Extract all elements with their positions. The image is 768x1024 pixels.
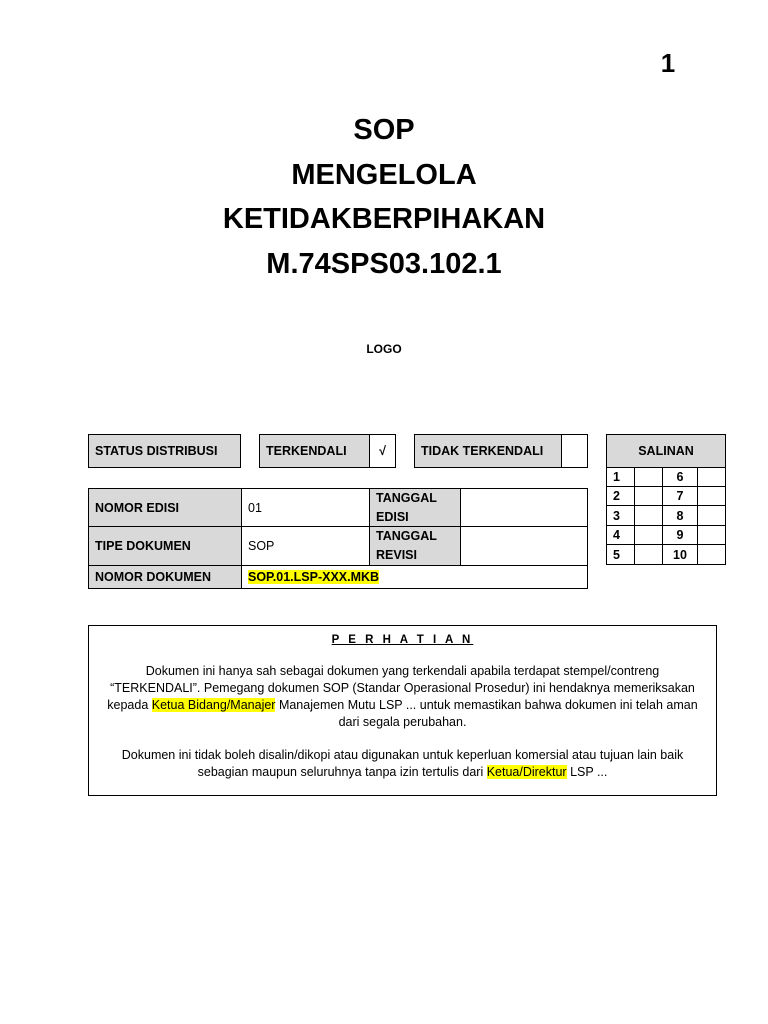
copies-header-text: SALINAN — [638, 444, 694, 458]
copy-number-text: 3 — [613, 508, 620, 523]
revision-date-label — [369, 526, 461, 566]
doc-type-value — [241, 526, 370, 566]
edition-date-label-line2: EDISI — [376, 509, 409, 524]
doc-number-value — [241, 565, 588, 589]
title-line-4: M.74SPS03.102.1 — [266, 247, 502, 280]
copy-number — [606, 525, 635, 545]
revision-date-label-line2: REVISI — [376, 548, 417, 562]
title-line-3: KETIDAKBERPIHAKAN — [222, 203, 546, 235]
edition-date-label-line1: TANGGAL — [376, 490, 437, 505]
edition-date-label — [369, 488, 461, 527]
copy-number-text: 8 — [676, 508, 684, 523]
copy-mark-box[interactable] — [634, 544, 663, 565]
copy-mark-box[interactable] — [634, 525, 663, 545]
doc-number-label — [88, 565, 242, 589]
copy-number-text: 2 — [613, 489, 620, 503]
notice-p1-highlight: Ketua Bidang/Manajer — [151, 698, 276, 712]
edition-number-value-text: 01 — [248, 500, 262, 515]
copy-mark-box[interactable] — [634, 467, 663, 487]
copy-number — [606, 505, 635, 526]
notice-p1-text-b: Manajemen Mutu LSP ... untuk memastikan bahwa dokumen ini telah aman dari segala perubahan. — [275, 698, 698, 729]
controlled-text: TERKENDALI — [266, 444, 347, 458]
notice-title: P E R H A T I A N — [331, 634, 474, 646]
page-number: 1 — [660, 48, 676, 78]
doc-type-label — [88, 526, 242, 566]
copy-number — [662, 544, 698, 565]
copy-number — [662, 486, 698, 506]
copy-mark-box[interactable] — [697, 525, 726, 545]
notice-p2-text-a: Dokumen ini tidak boleh disalin/dikopi atau digunakan untuk keperluan komersial atau tujuan lain baik sebagian maupun seluruhnya tanpa izin tertulis dari — [121, 748, 684, 779]
revision-date-value — [460, 526, 588, 566]
copy-number-text: 7 — [676, 489, 684, 503]
notice-box — [88, 625, 717, 796]
copy-mark-box[interactable] — [697, 486, 726, 506]
logo-placeholder: LOGO — [366, 342, 402, 356]
copy-number-text: 6 — [676, 470, 684, 484]
copy-number — [606, 467, 635, 487]
copy-number — [662, 525, 698, 545]
copy-number — [662, 467, 698, 487]
copies-header — [606, 434, 726, 468]
copy-mark-box[interactable] — [697, 505, 726, 526]
document-title — [0, 108, 768, 286]
notice-p2-text-b: LSP ... — [566, 765, 608, 779]
title-line-2: MENGELOLA — [291, 158, 477, 191]
edition-number-label — [88, 488, 242, 527]
copy-mark-box[interactable] — [697, 544, 726, 565]
copy-number-text: 4 — [613, 528, 620, 542]
controlled-check-mark: √ — [379, 444, 386, 458]
copy-number — [606, 544, 635, 565]
notice-paragraph-2 — [103, 747, 702, 781]
revision-date-label-line1: TANGGAL — [376, 529, 437, 543]
uncontrolled-label — [414, 434, 562, 468]
doc-number-text: NOMOR DOKUMEN — [95, 570, 211, 584]
copy-number-text: 1 — [613, 470, 620, 484]
copy-number-text: 10 — [673, 547, 687, 562]
status-distribution-text: STATUS DISTRIBUSI — [95, 444, 218, 458]
controlled-checkbox[interactable] — [369, 434, 396, 468]
notice-p1-text-a: Dokumen ini hanya sah sebagai dokumen yang terkendali apabila terdapat stempel/contreng “TERKENDALI”. Pemegang dokumen SOP (Standar Operasional Prosedur) ini hendaknya memeriksakan kepada — [107, 664, 695, 712]
uncontrolled-checkbox[interactable] — [561, 434, 588, 468]
copy-number-text: 9 — [676, 528, 684, 542]
edition-date-value — [460, 488, 588, 527]
copy-mark-box[interactable] — [634, 505, 663, 526]
copy-mark-box[interactable] — [634, 486, 663, 506]
uncontrolled-text: TIDAK TERKENDALI — [421, 444, 544, 458]
copy-number — [662, 505, 698, 526]
copy-number — [606, 486, 635, 506]
notice-paragraph-1 — [103, 663, 702, 731]
edition-number-value — [241, 488, 370, 527]
status-distribution-label — [88, 434, 241, 468]
doc-number-value-text: SOP.01.LSP-XXX.MKB — [248, 570, 380, 584]
controlled-label — [259, 434, 370, 468]
edition-number-text: NOMOR EDISI — [95, 500, 180, 515]
title-line-1: SOP — [353, 114, 415, 146]
copy-number-text: 5 — [613, 547, 620, 562]
doc-type-value-text: SOP — [248, 539, 275, 553]
copy-mark-box[interactable] — [697, 467, 726, 487]
doc-type-text: TIPE DOKUMEN — [95, 539, 191, 553]
notice-p2-highlight: Ketua/Direktur — [486, 765, 567, 779]
